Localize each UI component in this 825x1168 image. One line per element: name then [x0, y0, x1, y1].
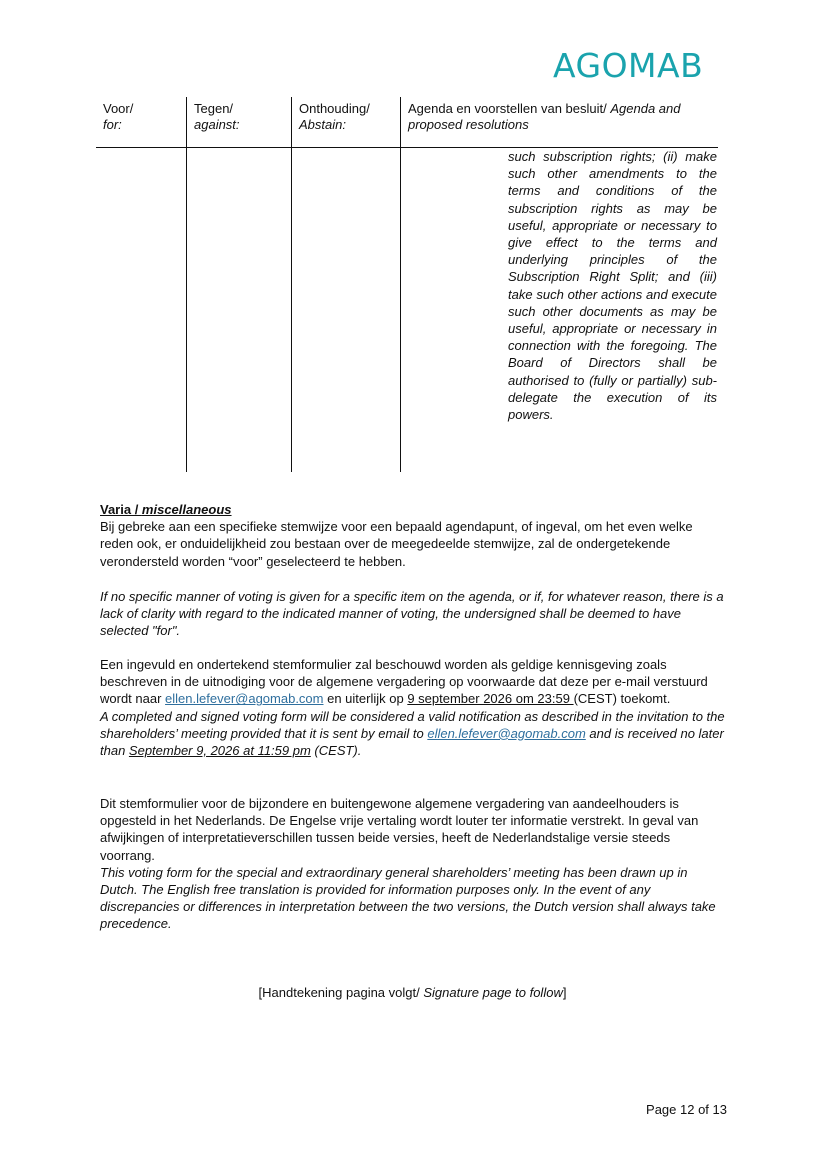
page-number: Page 12 of 13: [646, 1102, 727, 1117]
agenda-resolution-text: such subscription rights; (ii) make such other amendments to the terms and conditions of the subscription rights as may be useful, appropriate or necessary to give effect to the terms and underlying principles of the Subscription Right Split; and (iii) take such other actions and execute such other documents as may be useful, appropriate or necessary in connection with the foregoing. The Board of Directors shall be authorised to (fully or partially) sub-delegate the execution of its powers.: [508, 149, 717, 423]
header-for: Voor/ for:: [103, 101, 134, 132]
header-agenda: Agenda en voorstellen van besluit/ Agenda and proposed resolutions: [408, 101, 681, 132]
varia-paragraph-en: If no specific manner of voting is given for a specific item on the agenda, or if, for whatever reason, there is a lack of clarity with regard to the indicated manner of voting, the undersigned shall be deemed to have selected "for".: [100, 589, 724, 639]
table-column-divider: [291, 97, 292, 472]
table-column-divider: [400, 97, 401, 472]
varia-paragraph-nl: Bij gebreke aan een specifieke stemwijze voor een bepaald agendapunt, of ingeval, om het even welke reden ook, er onduidelijkheid zou bestaan over de meegedeelde stemwijze, zal de ondergetekende verondersteld worden “voor” geselecteerd te hebben.: [100, 519, 693, 569]
header-against: Tegen/ against:: [194, 101, 240, 132]
submission-paragraph-en: A completed and signed voting form will be considered a valid notification as described in the invitation to the shareholders’ meeting provided that it is sent by email to ellen.lefever@agomab.com and is received no later than September 9, 2026 at 11:59 pm (CEST).: [100, 708, 725, 759]
varia-section: [100, 501, 725, 570]
submission-paragraph-nl: Een ingevuld en ondertekend stemformulier zal beschouwd worden als geldige kennisgeving zoals beschreven in de uitnodiging voor de algemene vergadering op voorwaarde dat deze per e-mail verstuurd wordt naar ellen.lefever@agomab.com en uiterlijk op 9 september 2026 om 23:59 (CEST) toekomt. A completed and signed voting form will be considered a valid notification as described in the invitation to the shareholders’ meeting provided that it is sent by email to ellen.lefever@agomab.com and is received no later than September 9, 2026 at 11:59 pm (CEST).: [100, 657, 725, 759]
varia-title: Varia / miscellaneous: [100, 502, 232, 517]
signature-page-note: [Handtekening pagina volgt/ Signature page to follow]: [258, 985, 567, 1000]
language-paragraph-en: This voting form for the special and extraordinary general shareholders’ meeting has been drawn up in Dutch. The English free translation is provided for information purposes only. In the event of any discrepancies or differences in interpretation between the two versions, the Dutch version shall always take precedence.: [100, 864, 716, 932]
header-abstain: Onthouding/ Abstain:: [299, 101, 370, 132]
email-link[interactable]: ellen.lefever@agomab.com: [165, 691, 324, 707]
language-paragraph-nl: Dit stemformulier voor de bijzondere en buitengewone algemene vergadering van aandeelhouders is opgesteld in het Nederlands. De Engelse vrije vertaling wordt louter ter informatie verstrekt. In geval van afwijkingen of interpretatieverschillen tussen beide versies, heeft de Nederlandstalige versie steeds voorrang. This voting form for the special and extraordinary general shareholders’ meeting has been drawn up in Dutch. The English free translation is provided for information purposes only. In the event of any discrepancies or differences in interpretation between the two versions, the Dutch version shall always take precedence.: [100, 795, 725, 933]
agomab-logo: AGOMAB: [553, 46, 704, 85]
email-link[interactable]: ellen.lefever@agomab.com: [427, 725, 586, 741]
table-column-divider: [186, 97, 187, 472]
